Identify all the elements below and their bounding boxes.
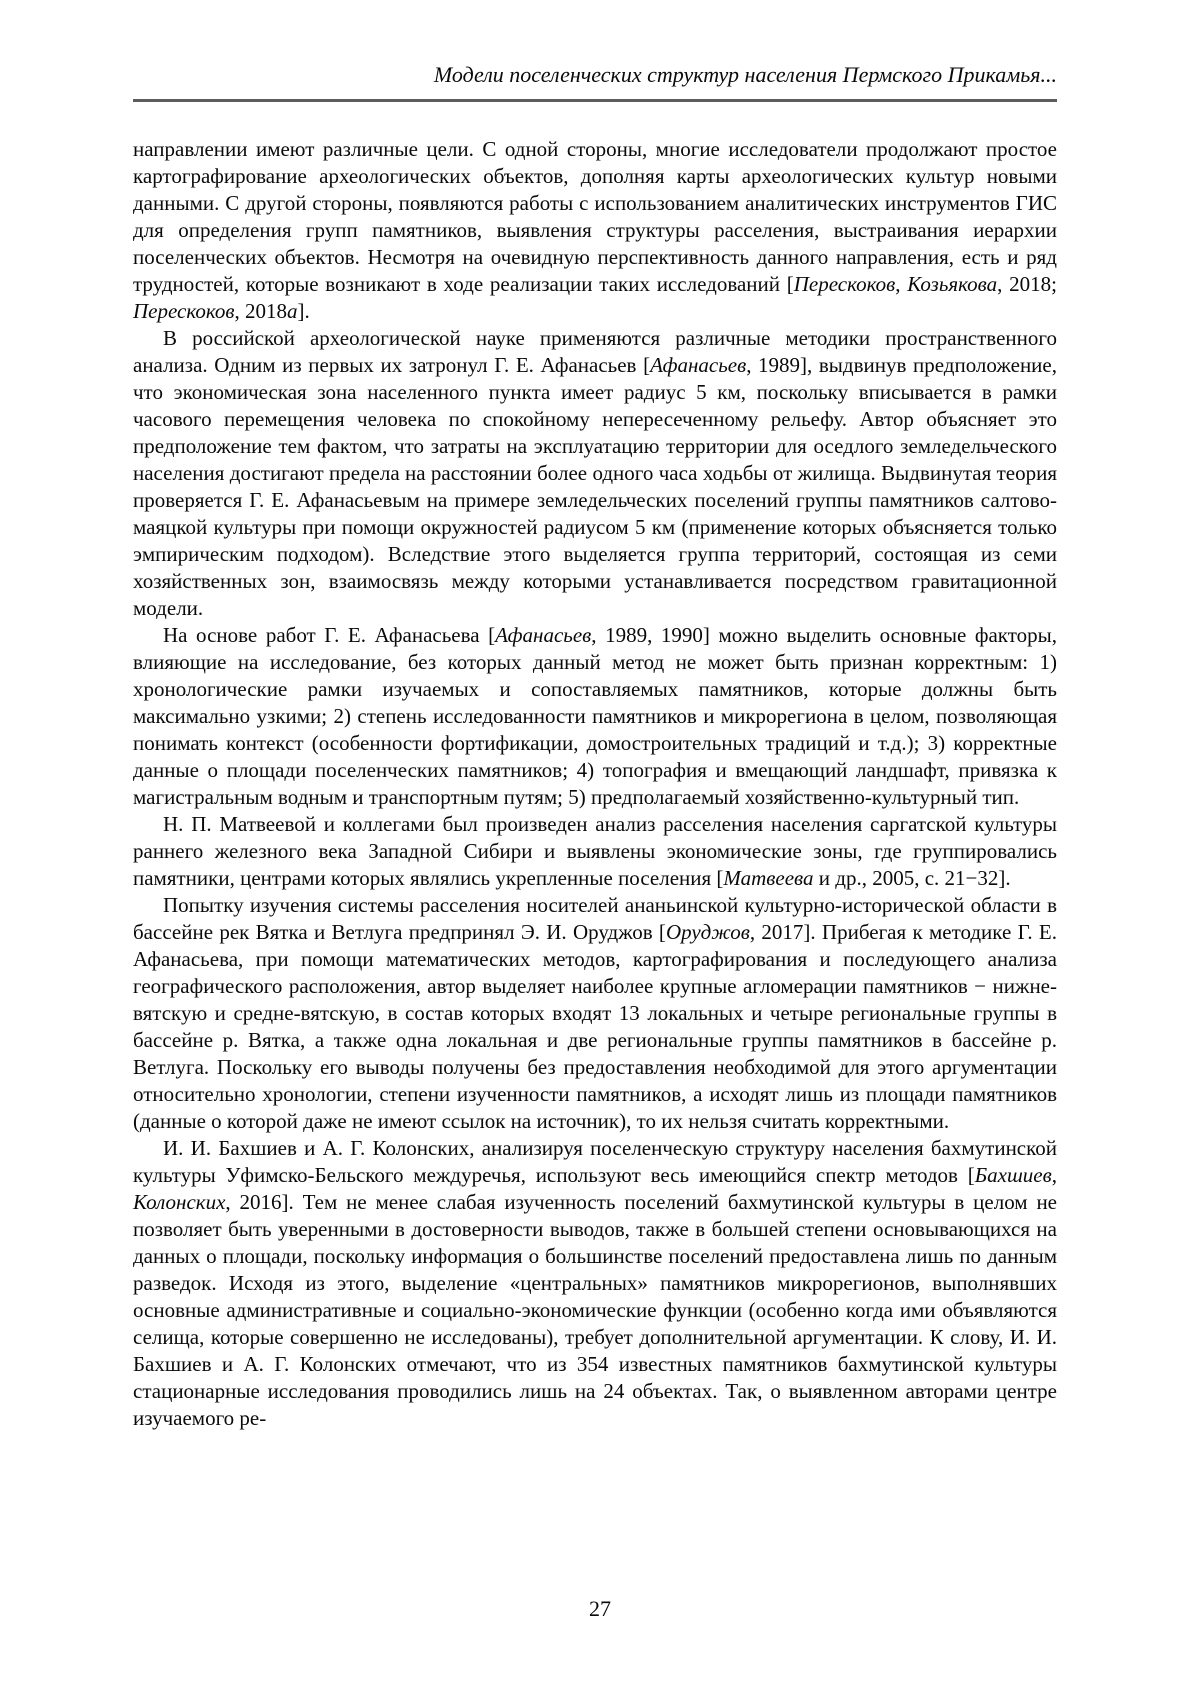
text-run: , 2018; bbox=[997, 272, 1058, 296]
citation-italic-run: Афанасьев bbox=[650, 353, 747, 377]
body-paragraph bbox=[133, 325, 1057, 622]
text-run: , 2016]. Тем не менее слабая изученность поселений бахмутинской культуры в целом не позволяет быть уверенными в достоверности выводов, также в большей степени основывающихся на данных о площади, поскольку информация о большинстве поселений предоставлена лишь по данным разведок. Исходя из этого, выделение «центральных» памятников микрорегионов, выполнявших основные административные и социально-экономические функции (особенно когда ими объявляются селища, которые совершенно не исследованы), требует дополнительной аргументации. К слову, И. И. Бахшиев и А. Г. Колонских отмечают, что из 354 известных памятников бахмутинской культуры стационарные исследования проводились лишь на 24 объектах. Так, о выявленном авторами центре изучаемого ре- bbox=[133, 1190, 1057, 1430]
citation-italic-run: Козьякова bbox=[907, 272, 998, 296]
text-run: , bbox=[895, 272, 908, 296]
text-run: И. И. Бахшиев и А. Г. Колонских, анализируя поселенческую структуру населения бахмутинской культуры Уфимско-Бельского междуречья, используют весь имеющийся спектр методов [ bbox=[133, 1136, 1057, 1187]
citation-italic-run: Колонских bbox=[133, 1190, 226, 1214]
text-run: Попытку изучения системы расселения носителей ананьинской культурно-исторической области в бассейне рек Вятка и Ветлуга предпринял Э. И. Оруджов [ bbox=[133, 893, 1057, 944]
text-run: и др., 2005, с. 21−32]. bbox=[813, 866, 1011, 890]
text-run: , 1989], выдвинув предположение, что экономическая зона населенного пункта имеет радиус 5 км, поскольку вписывается в рамки часового перемещения человека по спокойному непересеченному рельефу. Автор объясняет это предположение тем фактом, что затраты на эксплуатацию территории для оседлого земледельческого населения достигают предела на расстоянии более одного часа ходьбы от жилища. Выдвинутая теория проверяется Г. Е. Афанасьевым на примере земледельческих поселений группы памятников салтово-маяцкой культуры при помощи окружностей радиусом 5 км (применение которых объясняется только эмпирическим подходом). Вследствие этого выделяется группа территорий, состоящая из семи хозяйственных зон, взаимосвязь между которыми устанавливается посредством гравитационной модели. bbox=[133, 353, 1057, 620]
body-paragraph bbox=[133, 622, 1057, 811]
body-paragraph bbox=[133, 1135, 1057, 1432]
body-paragraph bbox=[133, 892, 1057, 1135]
text-run: , 2017]. Прибегая к методике Г. Е. Афанасьева, при помощи математических методов, картографирования и последующего анализа географического расположения, автор выделяет наиболее крупные агломерации памятников − нижне-вятскую и средне-вятскую, в состав которых входят 13 локальных и четыре региональные группы в бассейне р. Вятка, а также одна локальная и две региональные группы памятников в бассейне р. Ветлуга. Поскольку его выводы получены без предоставления необходимой для этого аргументации относительно хронологии, степени изученности памятников, а исходят лишь из площади памятников (данные о которой даже не имеют ссылок на источник), то их нельзя считать корректными. bbox=[133, 920, 1057, 1133]
citation-italic-run: Матвеева bbox=[723, 866, 814, 890]
text-run: направлении имеют различные цели. С одной стороны, многие исследователи продолжают простое картографирование археологических объектов, дополняя карты археологических культур новыми данными. С другой стороны, появляются работы с использованием аналитических инструментов ГИС для определения групп памятников, выявления структуры расселения, выстраивания иерархии поселенческих объектов. Несмотря на очевидную перспективность данного направления, есть и ряд трудностей, которые возникают в ходе реализации таких исследований [ bbox=[133, 137, 1057, 296]
citation-italic-run: Оруджов bbox=[665, 920, 750, 944]
text-run: ]. bbox=[297, 299, 310, 323]
running-title: Модели поселенческих структур населения Пермского Прикамья... bbox=[433, 62, 1057, 87]
citation-italic-run: Перескоков bbox=[133, 299, 235, 323]
text-run: Н. П. Матвеевой и коллегами был произведен анализ расселения населения саргатской культуры раннего железного века Западной Сибири и выявлены экономические зоны, где группировались памятники, центрами которых являлись укрепленные поселения [ bbox=[133, 812, 1057, 890]
text-run: , 1989, 1990] можно выделить основные факторы, влияющие на исследование, без которых данный метод не может быть признан корректным: 1) хронологические рамки изучаемых и сопоставляемых памятников, которые должны быть максимально узкими; 2) степень исследованности памятников и микрорегиона в целом, позволяющая понимать контекст (особенности фортификации, домостроительных традиций и т.д.); 3) корректные данные о площади поселенческих памятников; 4) топография и вмещающий ландшафт, привязка к магистральным водным и транспортным путям; 5) предполагаемый хозяйственно-культурный тип. bbox=[133, 623, 1057, 809]
article-body bbox=[133, 136, 1057, 1432]
body-paragraph bbox=[133, 811, 1057, 892]
text-run: На основе работ Г. Е. Афанасьева [ bbox=[163, 623, 496, 647]
text-run: , bbox=[1051, 1163, 1057, 1187]
citation-italic-run: Перескоков bbox=[793, 272, 896, 296]
text-run: В российской археологической науке применяются различные методики пространственного анализа. Одним из первых их затронул Г. Е. Афанасьев [ bbox=[133, 326, 1057, 377]
citation-italic-run: Афанасьев bbox=[495, 623, 592, 647]
citation-italic-run: Бахшиев bbox=[974, 1163, 1052, 1187]
page-footer bbox=[0, 1595, 1200, 1623]
citation-italic-run: а bbox=[287, 299, 298, 323]
text-run: , 2018 bbox=[234, 299, 288, 323]
running-header bbox=[133, 60, 1057, 102]
body-paragraph bbox=[133, 136, 1057, 325]
page-number: 27 bbox=[589, 1596, 611, 1621]
